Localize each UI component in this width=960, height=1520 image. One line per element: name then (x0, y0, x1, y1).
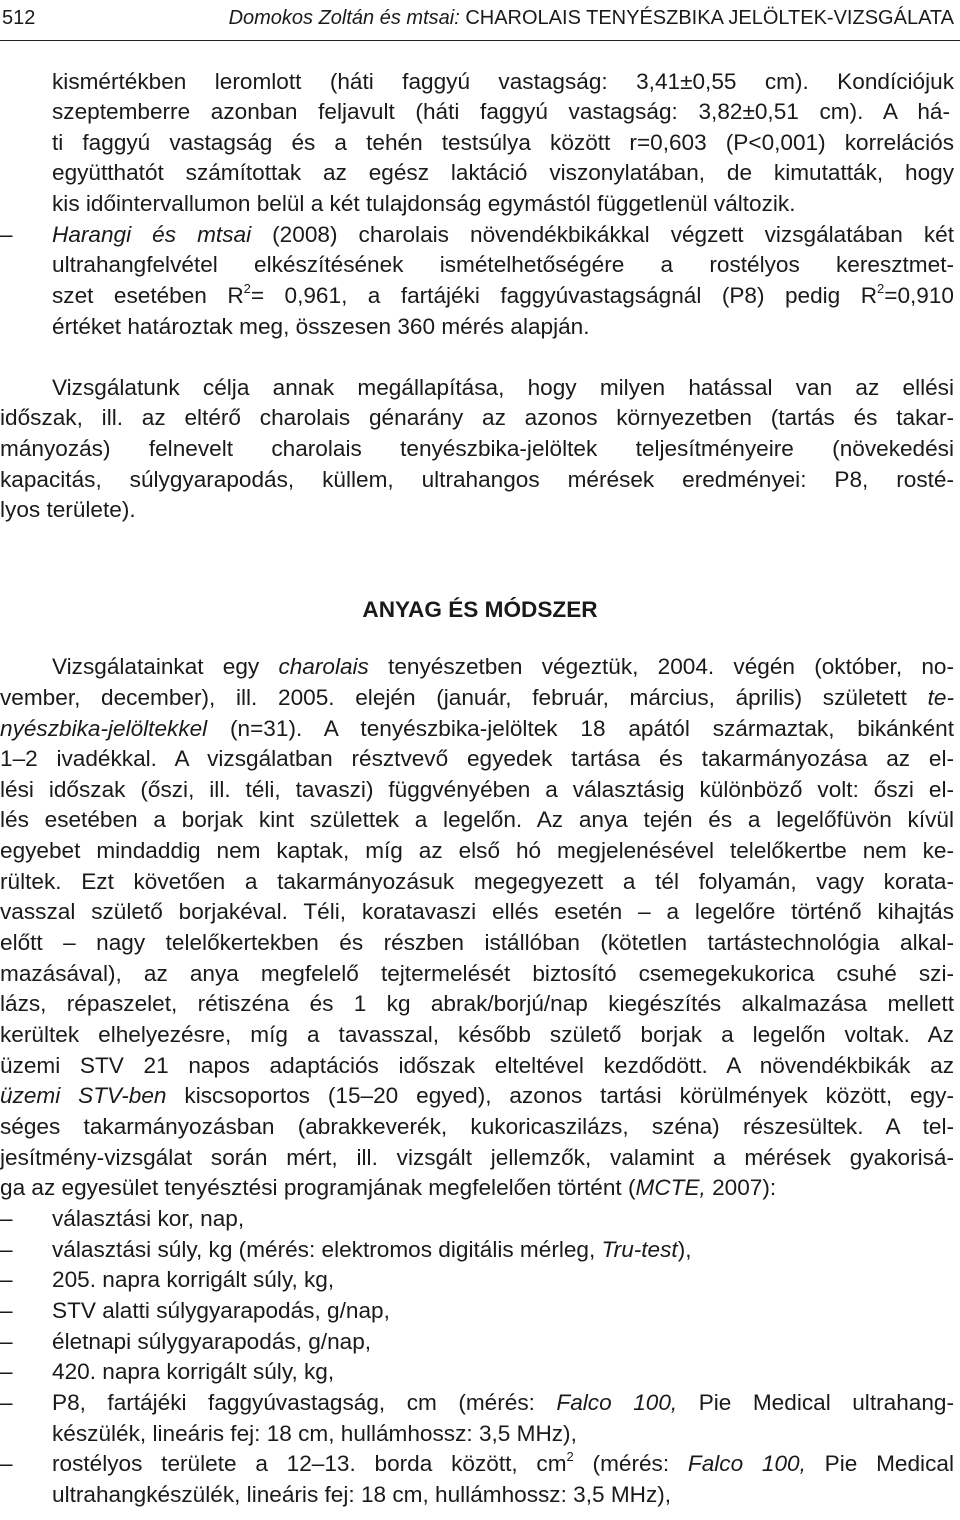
text-line: kerültek elhelyezésre, míg a tavasszal, később születő borjak a legelőn voltak. Az (0, 1022, 954, 1047)
text-line: vasszal születő borjakéval. Téli, koratavaszi ellés esetén – a legelőre történő kihajtás (0, 899, 954, 924)
text-line: lési időszak (őszi, ill. téli, tavaszi) függvényében a választásig különböző volt: őszi el- (0, 777, 954, 802)
list-item: életnapi súlygyarapodás, g/nap, (52, 1329, 372, 1354)
text-line: mányozás) felnevelt charolais tenyészbika-jelöltek teljesítményeire (növekedési (0, 436, 954, 461)
list-item: 205. napra korrigált súly, kg, (52, 1267, 335, 1292)
text-line: 1–2 ivadékkal. A vizsgálatban résztvevő egyedek tartása és takarmányozása az el- (0, 746, 954, 771)
cited-authors: Harangi és mtsai (52, 222, 252, 247)
text-line: nyészbika-jelöltekkel (n=31). A tenyészbika-jelöltek 18 apától származtak, bikánként (0, 716, 954, 741)
dash-marker: – (0, 222, 13, 247)
text-line: rültek. Ezt követően a takarmányozásuk megegyezett a tél folyamán, vagy korata- (0, 869, 954, 894)
text-line: értéket határoztak meg, összesen 360 mérés alapján. (52, 314, 590, 339)
text-line: lyos területe). (0, 497, 136, 522)
text-line: előtt – nagy telelőkertekben és részben istállóban (kötetlen tartástechnológia alkal- (0, 930, 954, 955)
text-line: séges takarmányozásban (abrakkeverék, kukoricaszilázs, széna) részesültek. A tel- (0, 1114, 954, 1139)
text-line: időszak, ill. az eltérő charolais génarány az azonos környezetben (tartás és takar- (0, 405, 954, 430)
text-line: lázs, répaszelet, rétiszéna és 1 kg abrak/borjú/nap kiegészítés alkalmazása mellett (0, 991, 954, 1016)
text-line: Vizsgálatainkat egy charolais tenyészetben végeztük, 2004. végén (október, no- (52, 654, 954, 679)
section-heading: ANYAG ÉS MÓDSZER (362, 597, 598, 622)
text-line: együtthatót számítottak az egész laktáció viszonylatában, de kimutatták, hogy (52, 160, 954, 185)
page-number: 512 (2, 7, 36, 29)
text-line: kapacitás, súlygyarapodás, küllem, ultrahangos mérések eredményei: P8, rosté- (0, 467, 954, 492)
text-line: Harangi és mtsai (2008) charolais növendékbikákkal végzett vizsgálatában két (52, 222, 954, 247)
dash-marker: – (0, 1237, 13, 1262)
text-line: szeptemberre azonban feljavult (háti faggyú vastagság: 3,82±0,51 cm). A há- (52, 99, 950, 124)
dash-marker: – (0, 1329, 13, 1354)
running-article-title: CHAROLAIS TENYÉSZBIKA JELÖLTEK-VIZSGÁLATA (465, 7, 954, 29)
text-line: lés esetében a borjak kint születtek a legelőn. Az anya tején és a legelőfüvön kívül (0, 807, 954, 832)
running-authors: Domokos Zoltán és mtsai: (228, 7, 460, 29)
text-line: kis időintervallumon belül a két tulajdonság egymástól függetlenül változik. (52, 191, 796, 216)
list-item: 420. napra korrigált súly, kg, (52, 1359, 335, 1384)
list-item-continuation: ultrahangkészülék, lineáris fej: 18 cm, hullámhossz: 3,5 MHz), (52, 1482, 672, 1507)
text-line: üzemi STV 21 napos adaptációs időszak elteltével kezdődött. A növendékbikák az (0, 1053, 954, 1078)
list-item: rostélyos területe a 12–13. borda között, $cm^2$ (mérés: Falco 100, Pie Medical (52, 1449, 954, 1476)
text-line: ga az egyesület tenyésztési programjának megfelelően történt (MCTE, 2007): (0, 1175, 777, 1200)
dash-marker: – (0, 1359, 13, 1384)
list-item: P8, fartájéki faggyúvastagság, cm (mérés: Falco 100, Pie Medical ultrahang- (52, 1390, 954, 1415)
text-line: ultrahangfelvétel elkészítésének ismételhetőségére a rostélyos keresztmet- (52, 252, 954, 277)
dash-marker: – (0, 1298, 13, 1323)
list-item: választási kor, nap, (52, 1206, 245, 1231)
text-line: vember, december), ill. 2005. elején (január, február, március, április) született te- (0, 685, 954, 710)
text-line: jesítmény-vizsgálat során mért, ill. vizsgált jellemzők, valamint a mérések gyakorisá- (0, 1145, 954, 1170)
text-line: mazásával), az anya megfelelő tejtermelését biztosító csemegekukorica csuhé szi- (0, 961, 954, 986)
list-item: STV alatti súlygyarapodás, g/nap, (52, 1298, 390, 1323)
running-title (229, 7, 954, 30)
text-line: egyebet mindaddig nem kaptak, míg az első hó megjelenésével telelőkertbe nem ke- (0, 838, 954, 863)
dash-marker: – (0, 1206, 13, 1231)
running-header (0, 0, 960, 41)
text-line: szet esetében $R^2= 0,961$, a fartájéki faggyúvastagságnál (P8) pedig $R^2=0,910$ (52, 281, 954, 308)
text-line: ti faggyú vastagság és a tehén testsúlya között r=0,603 (P<0,001) korrelációs (52, 130, 954, 155)
dash-marker: – (0, 1390, 13, 1415)
list-item-continuation: készülék, lineáris fej: 18 cm, hullámhossz: 3,5 MHz), (52, 1421, 577, 1446)
dash-marker: – (0, 1267, 13, 1292)
dash-marker: – (0, 1451, 13, 1476)
text-line: üzemi STV-ben kiscsoportos (15–20 egyed), azonos tartási körülmények között, egy- (0, 1083, 954, 1108)
text-line: Vizsgálatunk célja annak megállapítása, hogy milyen hatással van az ellési (52, 375, 954, 400)
list-item: választási súly, kg (mérés: elektromos digitális mérleg, Tru-test), (52, 1237, 692, 1262)
text-line: kismértékben leromlott (háti faggyú vastagság: 3,41±0,55 cm). Kondíciójuk (52, 69, 954, 94)
